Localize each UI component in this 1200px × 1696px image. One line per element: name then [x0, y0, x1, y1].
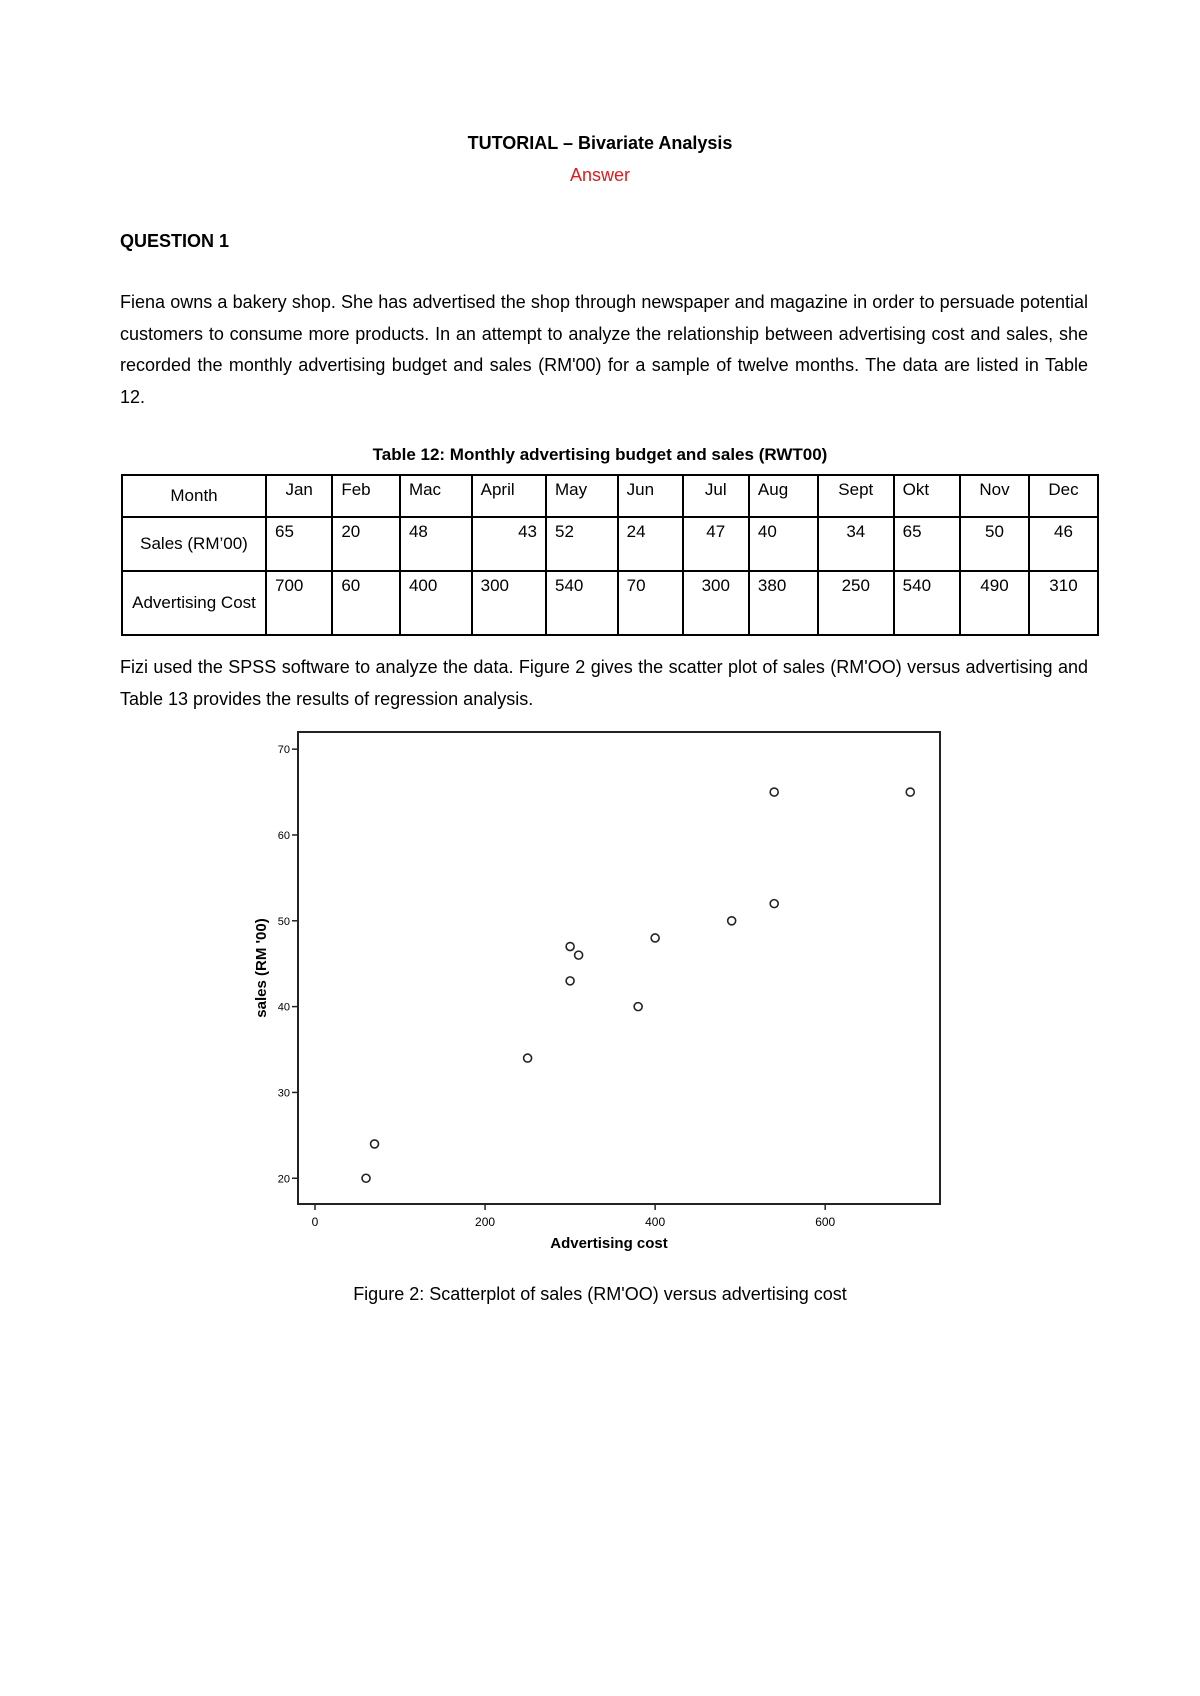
x-tick-label: 0	[311, 1215, 319, 1229]
month-cell: April	[472, 475, 546, 517]
analysis-paragraph: Fizi used the SPSS software to analyze the data. Figure 2 gives the scatter plot of sales (RM'OO) versus advertising and Table 13 provides the results of regression analysis.	[120, 657, 1088, 709]
cost-cell: 310	[1029, 571, 1098, 635]
month-cell: May	[546, 475, 618, 517]
sales-cell: 50	[960, 517, 1029, 571]
plot-frame	[298, 732, 940, 1204]
sales-cell: 24	[618, 517, 683, 571]
table-row-cost	[122, 571, 1098, 635]
month-cell: Mac	[400, 475, 472, 517]
cost-cell: 380	[749, 571, 818, 635]
month-cell: Aug	[749, 475, 818, 517]
row-header: Sales (RM’00)	[122, 517, 266, 571]
row-header: Month	[122, 475, 266, 517]
cost-cell: 70	[618, 571, 683, 635]
cost-cell: 400	[400, 571, 472, 635]
month-cell: Dec	[1029, 475, 1098, 517]
y-tick-label: 40	[277, 1001, 290, 1014]
cost-cell: 300	[683, 571, 749, 635]
y-tick-label: 30	[277, 1087, 290, 1100]
question-heading: QUESTION 1	[120, 231, 230, 251]
cost-cell: 300	[472, 571, 546, 635]
sales-cell: 52	[546, 517, 618, 571]
month-cell: Jan	[266, 475, 332, 517]
cost-cell: 250	[818, 571, 894, 635]
x-tick-label: 600	[815, 1215, 836, 1229]
y-tick-label: 20	[277, 1173, 290, 1186]
month-cell: Jul	[683, 475, 749, 517]
y-tick-label: 70	[277, 744, 290, 757]
sales-cell: 43	[472, 517, 546, 571]
document-subtitle: Answer	[569, 165, 631, 185]
sales-cell: 65	[266, 517, 332, 571]
y-tick-label: 60	[277, 829, 290, 842]
sales-cell: 20	[332, 517, 400, 571]
sales-cell: 65	[894, 517, 960, 571]
question-paragraph: Fiena owns a bakery shop. She has advertised the shop through newspaper and magazine in order to persuade potential customers to consume more products. In an attempt to analyze the relationship between advertising cost and sales, she recorded the monthly advertising budget and sales (RM'00) for a sample of twelve months. The data are listed in Table 12.	[120, 292, 1088, 407]
month-cell: Jun	[618, 475, 683, 517]
figure-caption: Figure 2: Scatterplot of sales (RM'OO) versus advertising cost	[353, 1284, 847, 1304]
cost-cell: 700	[266, 571, 332, 635]
x-axis-label: Advertising cost	[550, 1235, 668, 1252]
cost-cell: 490	[960, 571, 1029, 635]
table-caption: Table 12: Monthly advertising budget and sales (RWT00)	[372, 445, 828, 464]
row-header: Advertising Cost	[122, 571, 266, 635]
x-tick-label: 200	[475, 1215, 496, 1229]
sales-cell: 34	[818, 517, 894, 571]
month-cell: Feb	[332, 475, 400, 517]
month-cell: Sept	[818, 475, 894, 517]
y-tick-label: 50	[277, 915, 290, 928]
month-cell: Nov	[960, 475, 1029, 517]
cost-cell: 540	[894, 571, 960, 635]
document-title: TUTORIAL – Bivariate Analysis	[467, 133, 733, 153]
sales-cell: 47	[683, 517, 749, 571]
x-tick-label: 400	[645, 1215, 666, 1229]
table-row-sales	[122, 517, 1098, 571]
scatter-plot	[253, 728, 948, 1258]
data-table	[121, 474, 1099, 636]
cost-cell: 540	[546, 571, 618, 635]
month-cell: Okt	[894, 475, 960, 517]
sales-cell: 46	[1029, 517, 1098, 571]
sales-cell: 40	[749, 517, 818, 571]
cost-cell: 60	[332, 571, 400, 635]
y-axis-label: sales (RM '00)	[253, 918, 270, 1018]
sales-cell: 48	[400, 517, 472, 571]
table-row-month	[122, 475, 1098, 517]
